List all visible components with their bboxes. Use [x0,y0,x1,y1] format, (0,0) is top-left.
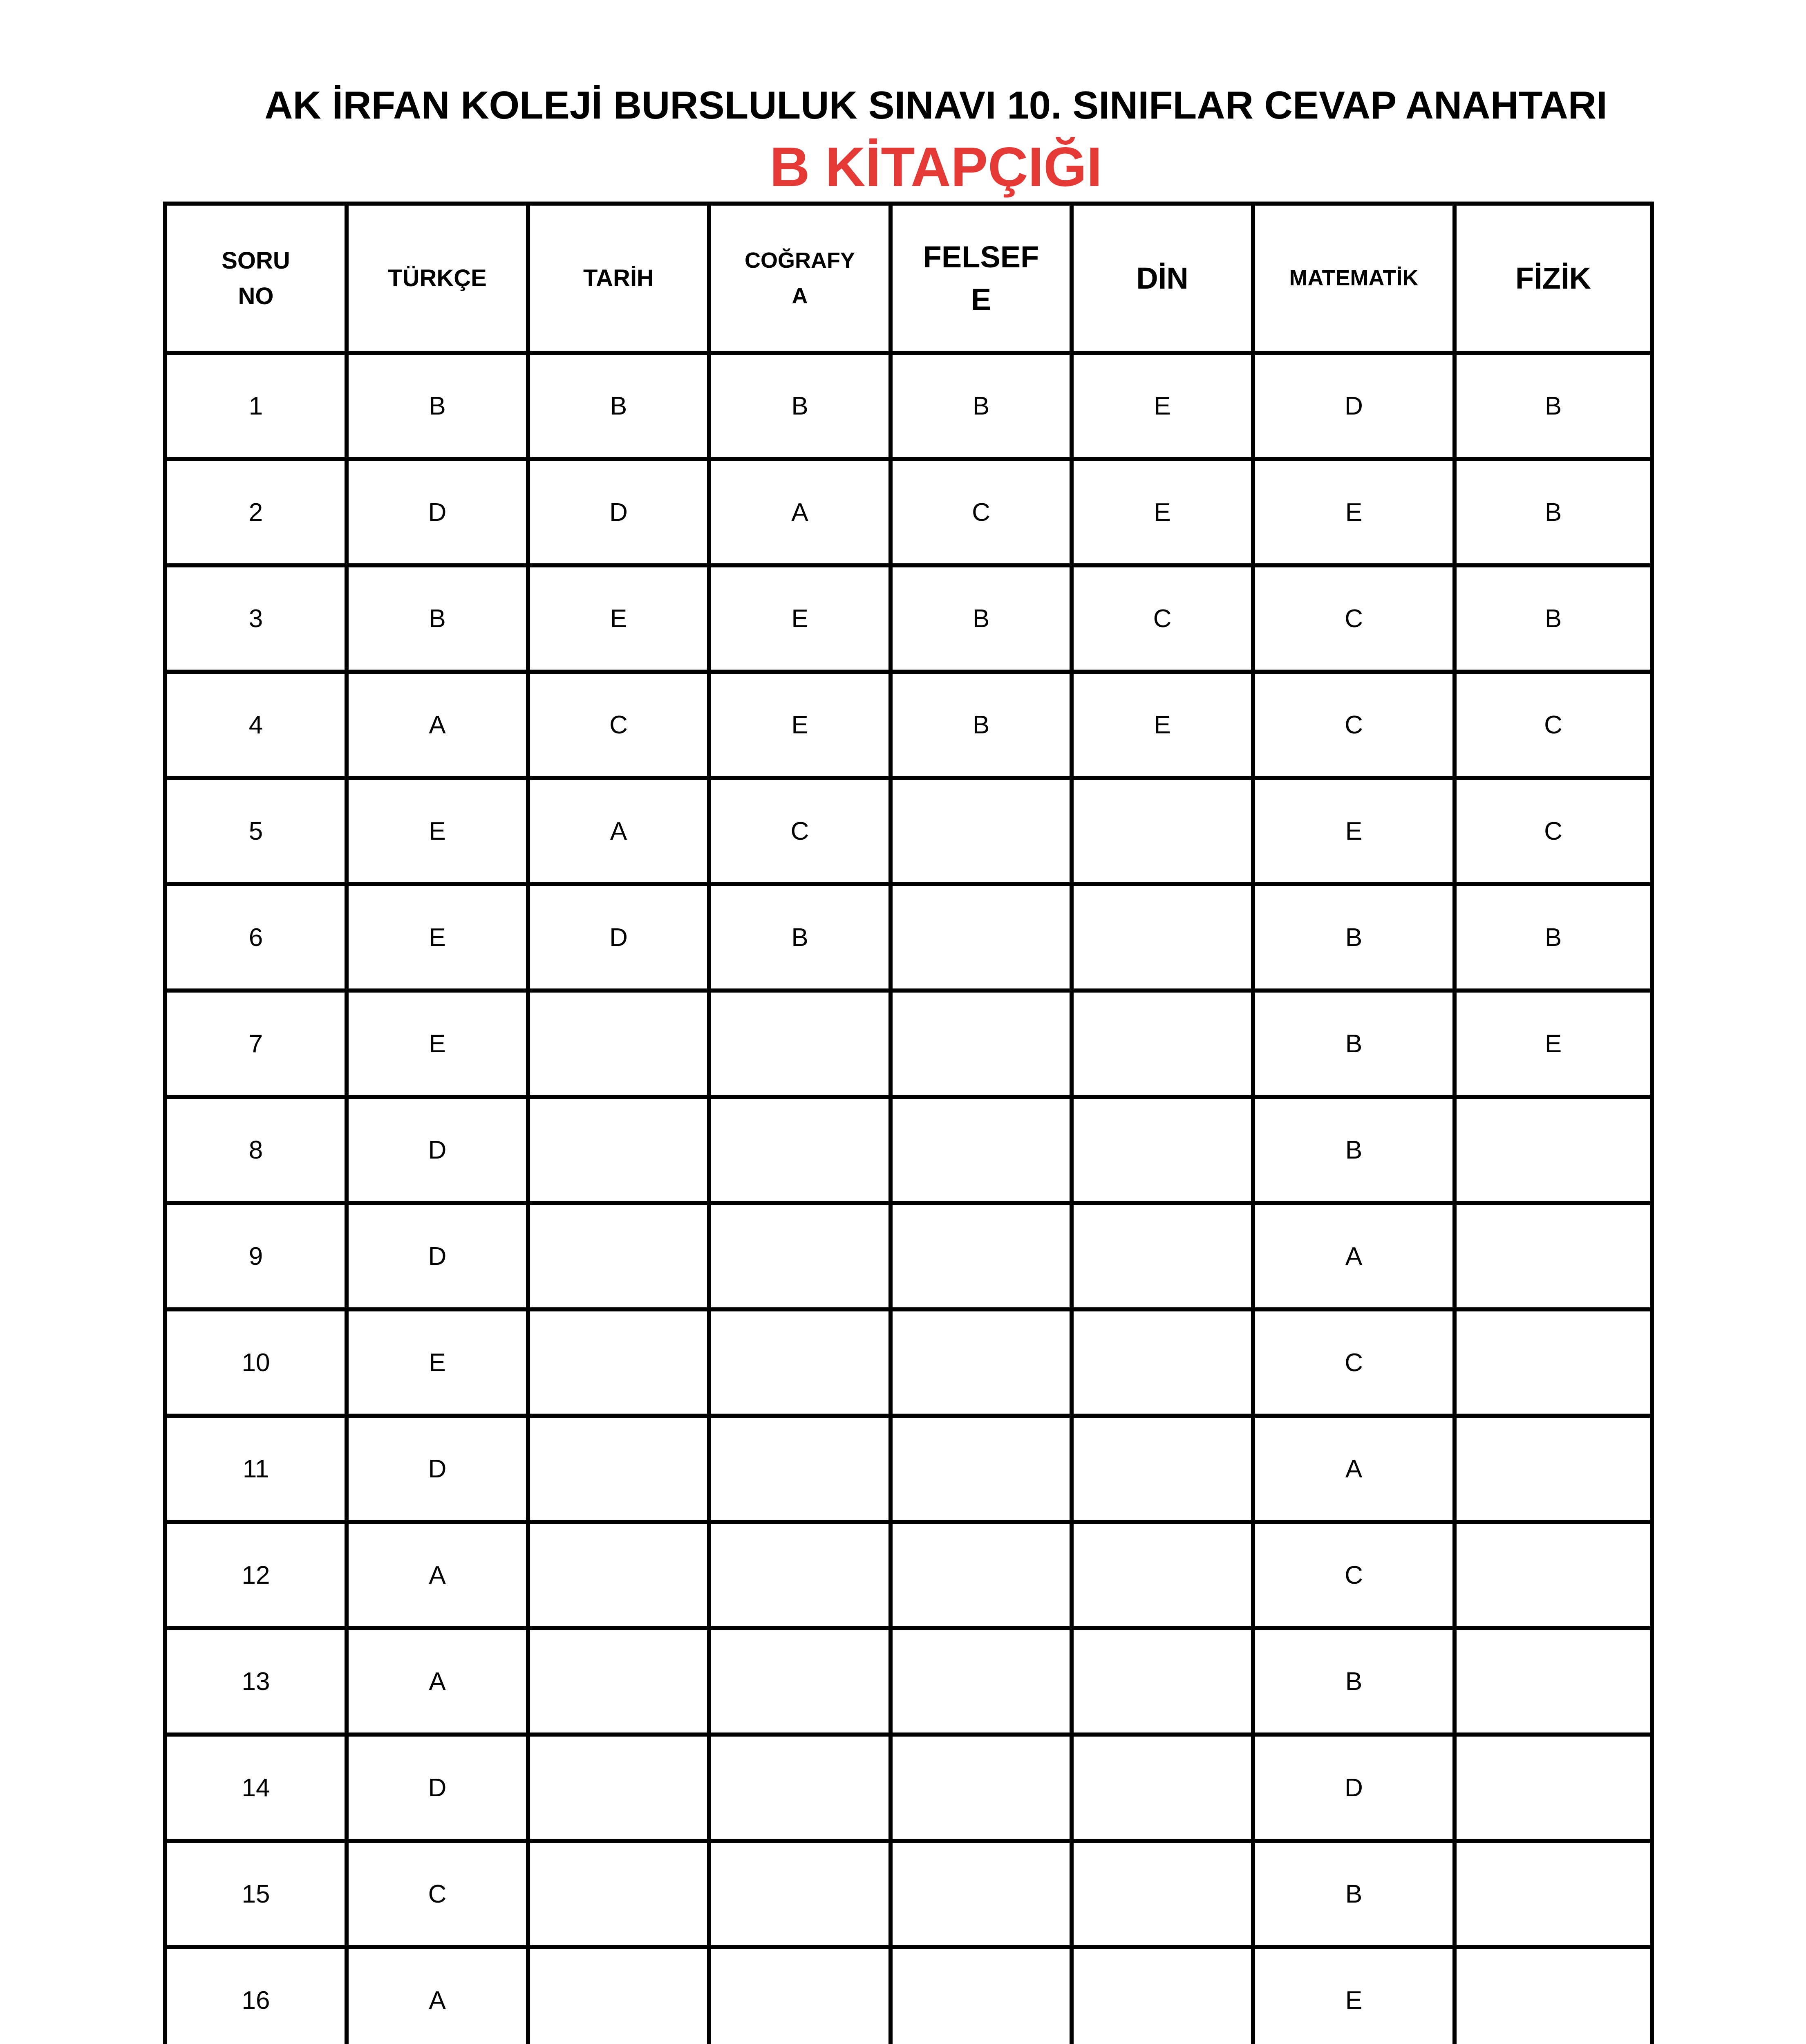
question-number-cell: 14 [165,1735,347,1841]
felsefe-answer-cell [891,1522,1072,1628]
matematik-answer-cell: C [1253,672,1455,778]
turkce-answer-cell: D [347,459,528,565]
tarih-answer-cell [528,1203,709,1309]
cografya-answer-cell: B [709,884,891,991]
question-number-cell: 15 [165,1841,347,1947]
column-header-label: COĞRAFYA [745,248,855,308]
turkce-answer-cell: D [347,1416,528,1522]
table-row [165,1841,1652,1947]
cografya-answer-cell [709,1628,891,1735]
felsefe-answer-cell: B [891,565,1072,672]
cografya-answer-cell [709,1522,891,1628]
tarih-answer-cell [528,1841,709,1947]
table-row [165,1522,1652,1628]
matematik-answer-cell: D [1253,353,1455,459]
felsefe-answer-cell [891,1203,1072,1309]
table-row [165,1735,1652,1841]
matematik-answer-cell: B [1253,1628,1455,1735]
fizik-answer-cell [1455,1522,1652,1628]
turkce-answer-cell: A [347,1522,528,1628]
table-row [165,1416,1652,1522]
fizik-answer-cell: B [1455,459,1652,565]
column-header-cografya [709,204,891,353]
fizik-answer-cell [1455,1735,1652,1841]
fizik-answer-cell [1455,1416,1652,1522]
felsefe-answer-cell [891,1309,1072,1416]
fizik-answer-cell: B [1455,353,1652,459]
question-number-cell: 12 [165,1522,347,1628]
turkce-answer-cell: D [347,1735,528,1841]
fizik-answer-cell [1455,1628,1652,1735]
cografya-answer-cell [709,1841,891,1947]
matematik-answer-cell: C [1253,1522,1455,1628]
tarih-answer-cell [528,1947,709,2044]
din-answer-cell [1072,1309,1253,1416]
tarih-answer-cell: A [528,778,709,884]
table-row [165,884,1652,991]
column-header-label: DİN [1136,261,1188,295]
matematik-answer-cell: B [1253,1841,1455,1947]
tarih-answer-cell: B [528,353,709,459]
table-row [165,1309,1652,1416]
question-number-cell: 13 [165,1628,347,1735]
column-header-turkce [347,204,528,353]
column-header-label: SORU NO [222,247,290,309]
cografya-answer-cell [709,1947,891,2044]
answer-rows [165,353,1652,2044]
column-header-felsefe [891,204,1072,353]
turkce-answer-cell: E [347,884,528,991]
matematik-answer-cell: A [1253,1203,1455,1309]
question-number-cell: 6 [165,884,347,991]
booklet-title: B KİTAPÇIĞI [770,136,1102,198]
question-number-cell: 5 [165,778,347,884]
matematik-answer-cell: B [1253,1097,1455,1203]
din-answer-cell [1072,1522,1253,1628]
din-answer-cell: E [1072,672,1253,778]
turkce-answer-cell: E [347,991,528,1097]
turkce-answer-cell: A [347,1628,528,1735]
fizik-answer-cell [1455,1097,1652,1203]
question-number-cell: 10 [165,1309,347,1416]
fizik-answer-cell: B [1455,565,1652,672]
tarih-answer-cell [528,1735,709,1841]
turkce-answer-cell: A [347,672,528,778]
table-row [165,991,1652,1097]
din-answer-cell [1072,884,1253,991]
table-row [165,1628,1652,1735]
turkce-answer-cell: E [347,778,528,884]
table-row [165,565,1652,672]
din-answer-cell [1072,778,1253,884]
question-number-cell: 11 [165,1416,347,1522]
table-row [165,1203,1652,1309]
question-number-cell: 1 [165,353,347,459]
matematik-answer-cell: B [1253,991,1455,1097]
cografya-answer-cell [709,1416,891,1522]
cografya-answer-cell: E [709,672,891,778]
tarih-answer-cell [528,991,709,1097]
column-header-label: MATEMATİK [1289,266,1419,291]
cografya-answer-cell [709,1309,891,1416]
header-row [165,204,1652,353]
tarih-answer-cell: C [528,672,709,778]
fizik-answer-cell [1455,1203,1652,1309]
column-header-matematik [1253,204,1455,353]
column-header-tarih [528,204,709,353]
table-row [165,1947,1652,2044]
din-answer-cell [1072,1841,1253,1947]
matematik-answer-cell: C [1253,565,1455,672]
turkce-answer-cell: B [347,353,528,459]
matematik-answer-cell: A [1253,1416,1455,1522]
felsefe-answer-cell [891,1628,1072,1735]
fizik-answer-cell: E [1455,991,1652,1097]
din-answer-cell [1072,991,1253,1097]
table-row [165,353,1652,459]
fizik-answer-cell: B [1455,884,1652,991]
column-header-label: TÜRKÇE [388,265,487,291]
felsefe-answer-cell [891,991,1072,1097]
din-answer-cell: E [1072,459,1253,565]
question-number-cell: 16 [165,1947,347,2044]
felsefe-answer-cell [891,1841,1072,1947]
tarih-answer-cell [528,1522,709,1628]
cografya-answer-cell: C [709,778,891,884]
din-answer-cell [1072,1735,1253,1841]
question-number-cell: 7 [165,991,347,1097]
tarih-answer-cell [528,1416,709,1522]
cografya-answer-cell: E [709,565,891,672]
table-row [165,459,1652,565]
answer-key-table [163,202,1654,2044]
cografya-answer-cell [709,1097,891,1203]
table-row [165,672,1652,778]
column-header-soru-no [165,204,347,353]
tarih-answer-cell: D [528,884,709,991]
matematik-answer-cell: B [1253,884,1455,991]
felsefe-answer-cell [891,884,1072,991]
column-header-label: FELSEFE [923,240,1039,316]
table-row [165,778,1652,884]
fizik-answer-cell [1455,1841,1652,1947]
column-header-label: TARİH [583,265,654,291]
din-answer-cell [1072,1628,1253,1735]
cografya-answer-cell [709,1203,891,1309]
cografya-answer-cell: B [709,353,891,459]
turkce-answer-cell: A [347,1947,528,2044]
column-header-label: FİZİK [1515,261,1591,295]
tarih-answer-cell [528,1309,709,1416]
tarih-answer-cell [528,1097,709,1203]
felsefe-answer-cell: B [891,353,1072,459]
tarih-answer-cell [528,1628,709,1735]
matematik-answer-cell: D [1253,1735,1455,1841]
din-answer-cell [1072,1097,1253,1203]
question-number-cell: 2 [165,459,347,565]
matematik-answer-cell: C [1253,1309,1455,1416]
question-number-cell: 9 [165,1203,347,1309]
felsefe-answer-cell: C [891,459,1072,565]
felsefe-answer-cell [891,1097,1072,1203]
question-number-cell: 4 [165,672,347,778]
tarih-answer-cell: D [528,459,709,565]
fizik-answer-cell [1455,1947,1652,2044]
fizik-answer-cell [1455,1309,1652,1416]
tarih-answer-cell: E [528,565,709,672]
matematik-answer-cell: E [1253,459,1455,565]
felsefe-answer-cell [891,1735,1072,1841]
din-answer-cell: E [1072,353,1253,459]
cografya-answer-cell [709,991,891,1097]
turkce-answer-cell: D [347,1097,528,1203]
cografya-answer-cell [709,1735,891,1841]
felsefe-answer-cell [891,1947,1072,2044]
turkce-answer-cell: D [347,1203,528,1309]
din-answer-cell [1072,1416,1253,1522]
question-number-cell: 8 [165,1097,347,1203]
turkce-answer-cell: B [347,565,528,672]
matematik-answer-cell: E [1253,778,1455,884]
cografya-answer-cell: A [709,459,891,565]
fizik-answer-cell: C [1455,672,1652,778]
din-answer-cell: C [1072,565,1253,672]
question-number-cell: 3 [165,565,347,672]
document-title: AK İRFAN KOLEJİ BURSLULUK SINAVI 10. SINIFLAR CEVAP ANAHTARI [264,83,1607,127]
column-header-fizik [1455,204,1652,353]
din-answer-cell [1072,1947,1253,2044]
fizik-answer-cell: C [1455,778,1652,884]
felsefe-answer-cell [891,1416,1072,1522]
felsefe-answer-cell [891,778,1072,884]
felsefe-answer-cell: B [891,672,1072,778]
column-header-din [1072,204,1253,353]
table-row [165,1097,1652,1203]
turkce-answer-cell: C [347,1841,528,1947]
din-answer-cell [1072,1203,1253,1309]
turkce-answer-cell: E [347,1309,528,1416]
matematik-answer-cell: E [1253,1947,1455,2044]
